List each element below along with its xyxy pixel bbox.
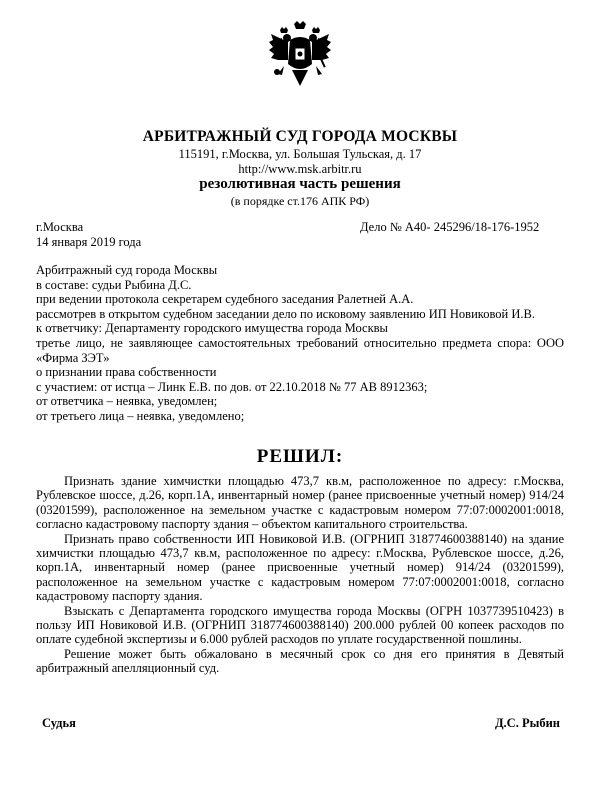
document-title: резолютивная часть решения: [199, 176, 401, 192]
signature-name: Д.С. Рыбин: [494, 716, 560, 730]
document-subtitle: (в порядке ст.176 АПК РФ): [230, 194, 370, 208]
signature-role: Судья: [42, 716, 76, 730]
intro-line: от третьего лица – неявка, уведомлено;: [36, 408, 245, 423]
decision-paragraph: Решение может быть обжаловано в месячный срок со дня его принятия в Девятый арбитражный апелляционный суд.: [36, 646, 564, 676]
court-name: АРБИТРАЖНЫЙ СУД ГОРОДА МОСКВЫ: [142, 128, 458, 145]
decision-body: [36, 474, 564, 676]
intro-line: третье лицо, не заявляющее самостоятельных требований относительно предмета спора: ООО «Фирма ЗЭТ»: [36, 335, 564, 365]
decision-heading: РЕШИЛ:: [256, 446, 344, 467]
decision-paragraph: Взыскать с Департамента городского имущества города Москвы (ОГРН 1037739510423) в пользу ИП Новиковой И.В. (ОГРНИП 318774600388140) 200.000 рублей 00 копеек расходов по оплате судебной экспертизы и 6.000 рублей расходов по уплате государственной пошлины.: [36, 603, 564, 647]
intro-line: о признании права собственности: [36, 365, 217, 380]
intro-line: Арбитражный суд города Москвы: [36, 263, 218, 277]
intro-line: в составе: судьи Рыбина Д.С.: [36, 277, 192, 292]
decision-paragraph: Признать здание химчистки площадью 473,7 кв.м, расположенное по адресу: г.Москва, Рублевское шоссе, д.26, корп.1А, инвентарный номер (ранее присвоенные учетный номер) 914/24 (03201599), расположенное на земельном участке с кадастровым номером 77:07:0002001:0018, согласно кадастровому паспорту здания – объектом капитального строительства.: [36, 474, 564, 532]
russian-coat-of-arms-icon: [268, 20, 332, 96]
intro-line: к ответчику: Департаменту городского имущества города Москвы: [36, 321, 388, 336]
court-website: http://www.msk.arbitr.ru: [238, 162, 362, 176]
city: г.Москва: [36, 220, 84, 234]
case-number: Дело № А40- 245296/18-176-1952: [360, 220, 540, 234]
intro-line: при ведении протокола секретарем судебного заседания Ралетней А.А.: [36, 292, 414, 307]
intro-line: рассмотрев в открытом судебном заседании дело по исковому заявлению ИП Новиковой И.В.: [36, 306, 535, 321]
intro-line: от ответчика – неявка, уведомлен;: [36, 394, 218, 409]
intro-block: [36, 263, 564, 424]
intro-line: с участием: от истца – Линк Е.В. по дов. от 22.10.2018 № 77 АВ 8912363;: [36, 379, 428, 394]
court-address: 115191, г.Москва, ул. Большая Тульская, д. 17: [178, 147, 422, 161]
decision-date: 14 января 2019 года: [36, 235, 142, 249]
decision-paragraph: Признать право собственности ИП Новиковой И.В. (ОГРНИП 318774600388140) на здание химчистки площадью 473,7 кв.м, расположенное по адресу: г.Москва, Рублевское шоссе, д.26, корп.1А, инвентарный номер (ранее присвоенные учетный номер) 914/24 (03201599), расположенное на земельном участке с кадастровым номером 77:07:0002001:0018, согласно кадастровому паспорту здания.: [36, 531, 564, 604]
